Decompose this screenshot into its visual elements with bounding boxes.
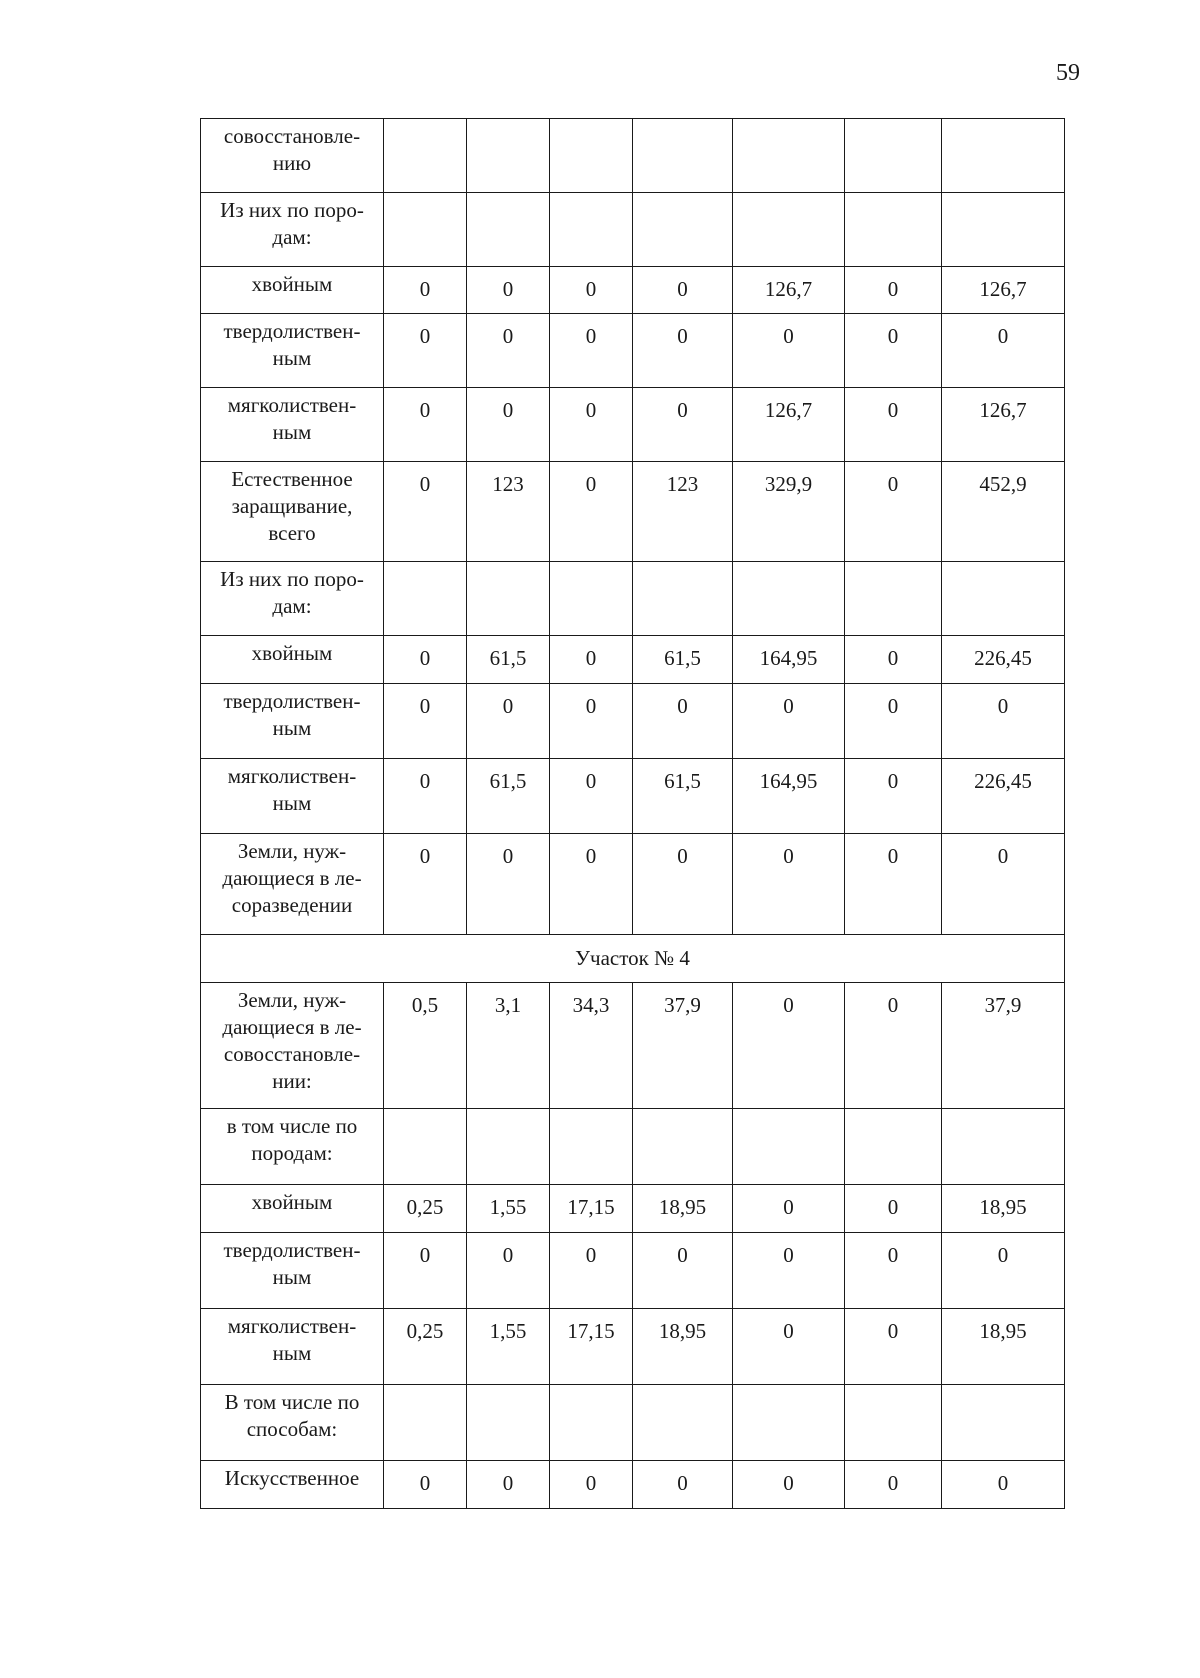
- value-cell: 0: [467, 388, 550, 462]
- table-row: [201, 636, 1065, 684]
- value-cell: 0: [845, 1461, 942, 1509]
- value-cell: 18,95: [942, 1185, 1065, 1233]
- value-cell: 126,7: [733, 267, 845, 314]
- value-cell: 3,1: [467, 983, 550, 1109]
- value-cell: 0: [633, 684, 733, 759]
- value-cell: 123: [467, 462, 550, 562]
- table-row: [201, 193, 1065, 267]
- value-cell: 61,5: [467, 759, 550, 834]
- value-cell: 0: [550, 462, 633, 562]
- value-cell: [942, 1109, 1065, 1185]
- value-cell: 0: [384, 1461, 467, 1509]
- value-cell: 0: [733, 1185, 845, 1233]
- value-cell: 0: [633, 1233, 733, 1309]
- value-cell: 0: [733, 314, 845, 388]
- value-cell: [733, 1385, 845, 1461]
- table-row: [201, 983, 1065, 1109]
- value-cell: 0: [384, 1233, 467, 1309]
- value-cell: 61,5: [467, 636, 550, 684]
- value-cell: 0: [384, 684, 467, 759]
- value-cell: 0: [845, 314, 942, 388]
- value-cell: [845, 1385, 942, 1461]
- value-cell: 18,95: [942, 1309, 1065, 1385]
- table-row: [201, 462, 1065, 562]
- value-cell: 37,9: [633, 983, 733, 1109]
- value-cell: [845, 1109, 942, 1185]
- value-cell: 0: [942, 1233, 1065, 1309]
- value-cell: 0: [384, 759, 467, 834]
- value-cell: 0: [733, 983, 845, 1109]
- table-row: [201, 1461, 1065, 1509]
- value-cell: [550, 193, 633, 267]
- forest-data-table: [200, 118, 1065, 1509]
- table-row: [201, 314, 1065, 388]
- value-cell: 0: [633, 1461, 733, 1509]
- table-row: [201, 1233, 1065, 1309]
- value-cell: 0: [845, 834, 942, 935]
- table-row: [201, 1185, 1065, 1233]
- value-cell: 1,55: [467, 1185, 550, 1233]
- value-cell: 0: [550, 684, 633, 759]
- value-cell: [384, 1109, 467, 1185]
- value-cell: 0: [633, 388, 733, 462]
- row-label: В том числе по способам:: [201, 1385, 384, 1461]
- table-row: [201, 1309, 1065, 1385]
- row-label: мягколиствен- ным: [201, 1309, 384, 1385]
- row-label: Земли, нуж- дающиеся в ле- соразведении: [201, 834, 384, 935]
- value-cell: [942, 1385, 1065, 1461]
- value-cell: 0: [845, 388, 942, 462]
- value-cell: 0: [467, 1461, 550, 1509]
- value-cell: 126,7: [942, 388, 1065, 462]
- row-label: твердолиствен- ным: [201, 1233, 384, 1309]
- value-cell: [467, 1109, 550, 1185]
- section-row: [201, 935, 1065, 983]
- value-cell: [942, 193, 1065, 267]
- value-cell: 17,15: [550, 1309, 633, 1385]
- value-cell: [845, 119, 942, 193]
- value-cell: 0: [384, 267, 467, 314]
- value-cell: 0: [845, 267, 942, 314]
- row-label: Из них по поро- дам:: [201, 193, 384, 267]
- row-label: хвойным: [201, 267, 384, 314]
- value-cell: [733, 562, 845, 636]
- value-cell: 0: [384, 314, 467, 388]
- value-cell: 0,25: [384, 1185, 467, 1233]
- value-cell: 37,9: [942, 983, 1065, 1109]
- value-cell: [633, 193, 733, 267]
- value-cell: [467, 193, 550, 267]
- table-row: [201, 834, 1065, 935]
- value-cell: 0: [550, 267, 633, 314]
- value-cell: 17,15: [550, 1185, 633, 1233]
- value-cell: [633, 119, 733, 193]
- value-cell: 0: [633, 314, 733, 388]
- value-cell: [845, 193, 942, 267]
- value-cell: [942, 119, 1065, 193]
- table-row: [201, 562, 1065, 636]
- value-cell: [733, 119, 845, 193]
- value-cell: 0: [550, 636, 633, 684]
- value-cell: 0: [467, 314, 550, 388]
- value-cell: 0: [467, 1233, 550, 1309]
- value-cell: 0: [550, 314, 633, 388]
- value-cell: [942, 562, 1065, 636]
- value-cell: [384, 562, 467, 636]
- value-cell: [633, 562, 733, 636]
- row-label: Естественное заращивание, всего: [201, 462, 384, 562]
- table-row: [201, 759, 1065, 834]
- value-cell: 0: [845, 759, 942, 834]
- row-label: хвойным: [201, 1185, 384, 1233]
- value-cell: 126,7: [733, 388, 845, 462]
- value-cell: [384, 193, 467, 267]
- value-cell: 226,45: [942, 759, 1065, 834]
- value-cell: 34,3: [550, 983, 633, 1109]
- table-body: [201, 119, 1065, 1509]
- table-row: [201, 267, 1065, 314]
- table-row: [201, 684, 1065, 759]
- row-label: Искусственное: [201, 1461, 384, 1509]
- value-cell: 0,25: [384, 1309, 467, 1385]
- value-cell: 0: [845, 636, 942, 684]
- value-cell: 0: [633, 267, 733, 314]
- value-cell: [550, 1109, 633, 1185]
- value-cell: 164,95: [733, 759, 845, 834]
- value-cell: [467, 562, 550, 636]
- value-cell: 126,7: [942, 267, 1065, 314]
- value-cell: 0: [942, 1461, 1065, 1509]
- value-cell: [550, 562, 633, 636]
- value-cell: 0: [550, 1461, 633, 1509]
- table-row: [201, 1109, 1065, 1185]
- value-cell: [384, 1385, 467, 1461]
- value-cell: [467, 1385, 550, 1461]
- value-cell: 18,95: [633, 1185, 733, 1233]
- value-cell: 61,5: [633, 759, 733, 834]
- table-row: [201, 119, 1065, 193]
- value-cell: 329,9: [733, 462, 845, 562]
- value-cell: 0: [467, 267, 550, 314]
- value-cell: 0: [845, 1309, 942, 1385]
- value-cell: 0: [733, 1461, 845, 1509]
- value-cell: 0: [845, 983, 942, 1109]
- row-label: мягколиствен- ным: [201, 388, 384, 462]
- value-cell: 226,45: [942, 636, 1065, 684]
- section-title: Участок № 4: [201, 935, 1065, 983]
- value-cell: 0: [550, 834, 633, 935]
- page-number: 59: [1056, 60, 1080, 86]
- value-cell: 18,95: [633, 1309, 733, 1385]
- value-cell: 0: [845, 684, 942, 759]
- value-cell: 0: [733, 1309, 845, 1385]
- value-cell: [845, 562, 942, 636]
- value-cell: [550, 119, 633, 193]
- row-label: мягколиствен- ным: [201, 759, 384, 834]
- value-cell: [633, 1109, 733, 1185]
- value-cell: 0,5: [384, 983, 467, 1109]
- row-label: твердолиствен- ным: [201, 684, 384, 759]
- value-cell: 0: [845, 1185, 942, 1233]
- value-cell: 0: [733, 684, 845, 759]
- value-cell: 0: [467, 684, 550, 759]
- value-cell: 0: [384, 462, 467, 562]
- value-cell: 0: [384, 388, 467, 462]
- value-cell: [733, 193, 845, 267]
- value-cell: 452,9: [942, 462, 1065, 562]
- value-cell: 1,55: [467, 1309, 550, 1385]
- value-cell: 0: [733, 834, 845, 935]
- row-label: хвойным: [201, 636, 384, 684]
- value-cell: 0: [942, 314, 1065, 388]
- value-cell: 0: [942, 684, 1065, 759]
- value-cell: [550, 1385, 633, 1461]
- value-cell: 0: [550, 759, 633, 834]
- table-row: [201, 1385, 1065, 1461]
- value-cell: 0: [733, 1233, 845, 1309]
- value-cell: [733, 1109, 845, 1185]
- row-label: совосстановле- нию: [201, 119, 384, 193]
- row-label: Земли, нуж- дающиеся в ле- совосстановле- нии:: [201, 983, 384, 1109]
- value-cell: 0: [633, 834, 733, 935]
- value-cell: [633, 1385, 733, 1461]
- value-cell: 0: [384, 636, 467, 684]
- value-cell: 0: [942, 834, 1065, 935]
- value-cell: [384, 119, 467, 193]
- value-cell: 164,95: [733, 636, 845, 684]
- value-cell: 0: [550, 388, 633, 462]
- value-cell: [467, 119, 550, 193]
- row-label: Из них по поро- дам:: [201, 562, 384, 636]
- row-label: в том числе по породам:: [201, 1109, 384, 1185]
- table-row: [201, 388, 1065, 462]
- value-cell: 0: [550, 1233, 633, 1309]
- value-cell: 61,5: [633, 636, 733, 684]
- value-cell: 123: [633, 462, 733, 562]
- value-cell: 0: [467, 834, 550, 935]
- value-cell: 0: [845, 462, 942, 562]
- row-label: твердолиствен- ным: [201, 314, 384, 388]
- value-cell: 0: [845, 1233, 942, 1309]
- value-cell: 0: [384, 834, 467, 935]
